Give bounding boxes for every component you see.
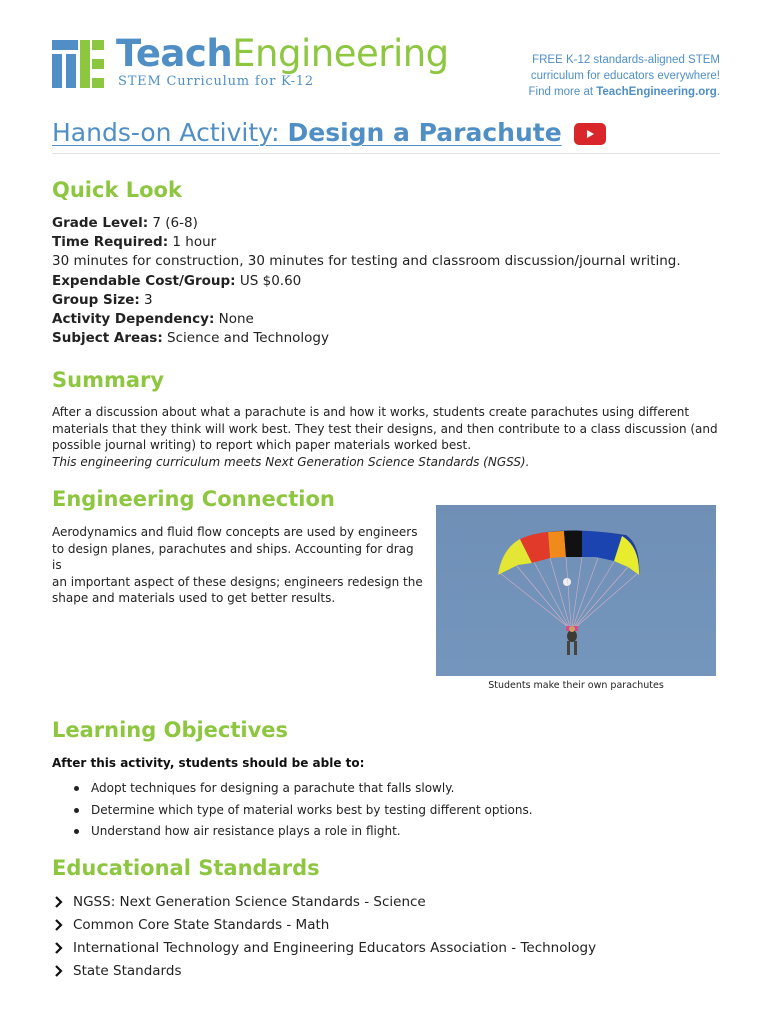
summary-heading: Summary — [52, 368, 165, 392]
standard-label: International Technology and Engineering Educators Association - Technology — [73, 939, 597, 956]
tagline-prefix: Find more at — [528, 86, 597, 98]
summary-line-2: materials that they think will work best. They test their designs, and then contribute to a class discussion (and — [52, 421, 718, 436]
standard-item-iteea[interactable] — [52, 936, 596, 959]
list-item: Adopt techniques for designing a parachute that falls slowly. — [74, 780, 533, 802]
subject-areas-value: Science and Technology — [162, 330, 329, 347]
quick-look-details — [52, 214, 732, 348]
standard-item-common-core[interactable] — [52, 913, 596, 936]
parachute-photo — [436, 505, 716, 676]
chevron-right-icon — [52, 941, 66, 955]
chevron-right-icon — [52, 918, 66, 932]
activity-title-link[interactable] — [52, 118, 562, 147]
brand-teach: Teach — [116, 32, 233, 75]
objectives-lead: After this activity, students should be able to: — [52, 756, 365, 770]
grade-level-row — [52, 214, 732, 233]
group-size-row — [52, 291, 732, 310]
standard-item-ngss[interactable] — [52, 890, 596, 913]
summary-line-1: After a discussion about what a parachute is and how it works, students create parachutes using different — [52, 405, 690, 419]
chevron-right-icon — [52, 895, 66, 909]
subject-areas-row — [52, 329, 732, 348]
engineering-line-4: shape and materials used to get better results. — [52, 591, 336, 605]
standard-label: Common Core State Standards - Math — [73, 916, 330, 933]
list-item: Understand how air resistance plays a role in flight. — [74, 823, 533, 845]
time-required-label: Time Required: — [52, 234, 169, 251]
grade-level-value: 7 (6-8) — [148, 215, 198, 231]
tagline-line-2: curriculum for educators everywhere! — [530, 70, 720, 82]
dependency-label: Activity Dependency: — [52, 311, 215, 328]
objectives-list — [74, 780, 533, 845]
learning-objectives-heading: Learning Objectives — [52, 718, 289, 742]
teachengineering-logo-icon[interactable] — [52, 38, 104, 90]
site-subtitle: STEM Curriculum for K-12 — [118, 74, 314, 89]
list-item: Determine which type of material works best by testing different options. — [74, 802, 533, 824]
youtube-icon[interactable] — [574, 123, 606, 145]
grade-level-label: Grade Level: — [52, 215, 149, 231]
tagline-line-1: FREE K-12 standards-aligned STEM — [532, 54, 720, 66]
subject-areas-label: Subject Areas: — [52, 330, 163, 347]
educational-standards-heading: Educational Standards — [52, 856, 320, 880]
ngss-note: This engineering curriculum meets Next Generation Science Standards (NGSS). — [52, 454, 530, 469]
engineering-connection-text — [52, 524, 424, 607]
standard-item-state[interactable] — [52, 959, 596, 982]
engineering-line-3: an important aspect of these designs; engineers redesign the — [52, 574, 423, 589]
dependency-value: None — [214, 311, 254, 328]
site-header — [52, 34, 720, 98]
summary-line-3: possible journal writing) to report which paper materials worked best. — [52, 438, 472, 452]
summary-text — [52, 404, 722, 470]
tagline-suffix: . — [716, 86, 720, 98]
time-note: 30 minutes for construction, 30 minutes for testing and classroom discussion/journal writing. — [52, 253, 681, 270]
brand-engineering: Engineering — [232, 32, 449, 75]
dependency-row — [52, 310, 732, 329]
time-required-value: 1 hour — [168, 234, 217, 251]
group-size-value: 3 — [139, 291, 153, 308]
cost-label: Expendable Cost/Group: — [52, 272, 236, 289]
chevron-right-icon — [52, 964, 66, 978]
photo-caption: Students make their own parachutes — [488, 680, 664, 691]
standard-label: State Standards — [73, 962, 182, 979]
engineering-line-2: to design planes, parachutes and ships. Accounting for drag is — [52, 541, 414, 572]
cost-value: US $0.60 — [235, 272, 302, 289]
tagline-line-3 — [480, 84, 720, 100]
engineering-line-1: Aerodynamics and fluid flow concepts are used by engineers — [52, 525, 418, 539]
teachengineering-link[interactable]: TeachEngineering.org — [596, 86, 717, 98]
page-title — [52, 118, 720, 154]
header-tagline — [480, 52, 720, 100]
group-size-label: Group Size: — [52, 291, 140, 308]
standards-list — [52, 890, 596, 982]
cost-row — [52, 272, 732, 291]
title-prefix: Hands-on Activity: — [52, 118, 288, 147]
site-brand[interactable] — [116, 32, 449, 76]
quick-look-heading: Quick Look — [52, 178, 182, 202]
engineering-connection-heading: Engineering Connection — [52, 487, 335, 511]
standard-label: NGSS: Next Generation Science Standards - Science — [73, 893, 426, 910]
title-name: Design a Parachute — [287, 118, 562, 147]
time-required-row — [52, 233, 732, 252]
